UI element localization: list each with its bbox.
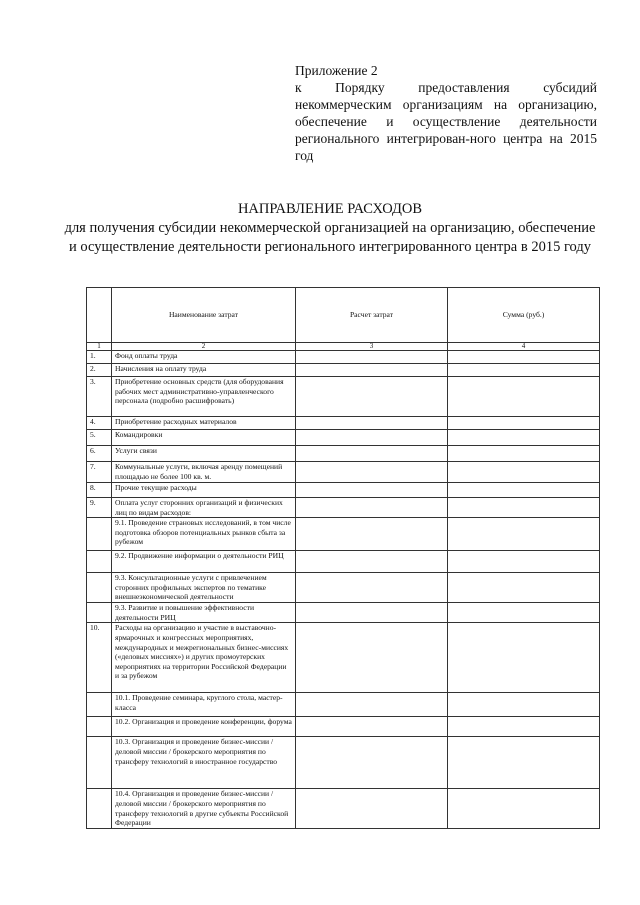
row-sum: [448, 693, 600, 717]
row-name: 10.2. Организация и проведение конференции, форума: [112, 717, 296, 737]
row-sum: [448, 518, 600, 551]
table-row: [87, 717, 600, 737]
header-cell-name: Наименование затрат: [112, 288, 296, 343]
row-name: Прочие текущие расходы: [112, 483, 296, 498]
row-number: [87, 717, 112, 737]
row-calculation: [296, 483, 448, 498]
row-number: 7.: [87, 462, 112, 483]
row-name: Командировки: [112, 430, 296, 446]
table-row: [87, 551, 600, 573]
table-row: [87, 483, 600, 498]
row-number: 1.: [87, 351, 112, 364]
row-name: 10.1. Проведение семинара, круглого стола, мастер-класса: [112, 693, 296, 717]
row-sum: [448, 623, 600, 693]
row-number: [87, 693, 112, 717]
header-cell-sum: Сумма (руб.): [448, 288, 600, 343]
row-calculation: [296, 377, 448, 417]
row-sum: [448, 430, 600, 446]
table-row: [87, 446, 600, 462]
row-name: Фонд оплаты труда: [112, 351, 296, 364]
row-sum: [448, 446, 600, 462]
row-sum: [448, 603, 600, 623]
row-sum: [448, 498, 600, 518]
row-calculation: [296, 364, 448, 377]
appendix-block: [295, 62, 597, 164]
row-calculation: [296, 789, 448, 829]
row-name: Оплата услуг сторонних организаций и физических лиц по видам расходов:: [112, 498, 296, 518]
table-row: [87, 377, 600, 417]
row-number: 9.: [87, 498, 112, 518]
row-sum: [448, 377, 600, 417]
header-cell-number: [87, 288, 112, 343]
row-name: 9.2. Продвижение информации о деятельности РИЦ: [112, 551, 296, 573]
row-number: 8.: [87, 483, 112, 498]
table-row: [87, 623, 600, 693]
row-calculation: [296, 430, 448, 446]
table-body: [87, 351, 600, 829]
row-calculation: [296, 446, 448, 462]
row-name: 10.3. Организация и проведение бизнес-миссии / деловой миссии / брокерского мероприятия по трансферу технологий в иностранное государство: [112, 737, 296, 789]
row-number: 6.: [87, 446, 112, 462]
table-row: [87, 364, 600, 377]
row-name: Приобретение основных средств (для оборудования рабочих мест административно-управленческого персонала (подробно расшифровать): [112, 377, 296, 417]
row-sum: [448, 483, 600, 498]
row-number: [87, 518, 112, 551]
table-header-row: [87, 288, 600, 343]
row-calculation: [296, 498, 448, 518]
appendix-text: к Порядку предоставления субсидий некоммерческим организациям на организацию, обеспечение и осуществление деятельности регионального интегрирован-ного центра на 2015 год: [295, 80, 597, 163]
row-name: 9.1. Проведение страновых исследований, в том числе подготовка обзоров потенциальных рынков сбыта за рубежом: [112, 518, 296, 551]
row-sum: [448, 573, 600, 603]
table-row: [87, 573, 600, 603]
expenses-table: [86, 287, 600, 829]
column-number: 1: [87, 343, 112, 351]
row-name: Коммунальные услуги, включая аренду помещений площадью не более 100 кв. м.: [112, 462, 296, 483]
row-calculation: [296, 573, 448, 603]
row-number: [87, 603, 112, 623]
row-sum: [448, 364, 600, 377]
row-name: Расходы на организацию и участие в выставочно-ярмарочных и конгрессных мероприятиях, международных и межрегиональных бизнес-миссиях («деловых миссиях») и других промоутерских мероприятиях на территории Российской Федерации и за рубежом: [112, 623, 296, 693]
row-sum: [448, 551, 600, 573]
table-row: [87, 462, 600, 483]
row-sum: [448, 737, 600, 789]
row-sum: [448, 717, 600, 737]
table-row: [87, 737, 600, 789]
header-cell-calculation: Расчет затрат: [296, 288, 448, 343]
table-row: [87, 417, 600, 430]
table-row: [87, 789, 600, 829]
table-row: [87, 430, 600, 446]
row-calculation: [296, 737, 448, 789]
row-number: 4.: [87, 417, 112, 430]
row-calculation: [296, 623, 448, 693]
row-name: 9.3. Развитие и повышение эффективности деятельности РИЦ: [112, 603, 296, 623]
row-calculation: [296, 603, 448, 623]
row-name: Начисления на оплату труда: [112, 364, 296, 377]
row-number: [87, 573, 112, 603]
table-row: [87, 693, 600, 717]
row-number: [87, 737, 112, 789]
row-number: 3.: [87, 377, 112, 417]
row-calculation: [296, 417, 448, 430]
table-row: [87, 603, 600, 623]
table-row: [87, 351, 600, 364]
row-sum: [448, 417, 600, 430]
row-number: [87, 551, 112, 573]
table-row: [87, 498, 600, 518]
row-calculation: [296, 693, 448, 717]
row-number: 5.: [87, 430, 112, 446]
row-number: 2.: [87, 364, 112, 377]
appendix-title: Приложение 2: [295, 63, 378, 78]
row-calculation: [296, 518, 448, 551]
row-sum: [448, 789, 600, 829]
row-calculation: [296, 551, 448, 573]
row-name: 10.4. Организация и проведение бизнес-миссии / деловой миссии / брокерского мероприятия по трансферу технологий в другие субъекты Российской Федерации: [112, 789, 296, 829]
row-sum: [448, 462, 600, 483]
column-number: 2: [112, 343, 296, 351]
row-number: 10.: [87, 623, 112, 693]
row-calculation: [296, 351, 448, 364]
row-name: Услуги связи: [112, 446, 296, 462]
row-calculation: [296, 462, 448, 483]
document-heading: [60, 200, 600, 257]
column-numbers-row: [87, 343, 600, 351]
row-calculation: [296, 717, 448, 737]
row-sum: [448, 351, 600, 364]
row-name: 9.3. Консультационные услуги с привлечением сторонних профильных экспертов по тематике внешнеэкономической деятельности: [112, 573, 296, 603]
row-number: [87, 789, 112, 829]
column-number: 4: [448, 343, 600, 351]
document-subtitle: для получения субсидии некоммерческой организацией на организацию, обеспечение и осуществление деятельности регионального интегрированного центра в 2015 году: [64, 220, 596, 255]
table-row: [87, 518, 600, 551]
column-number: 3: [296, 343, 448, 351]
row-name: Приобретение расходных материалов: [112, 417, 296, 430]
document-title: НАПРАВЛЕНИЕ РАСХОДОВ: [237, 201, 423, 217]
